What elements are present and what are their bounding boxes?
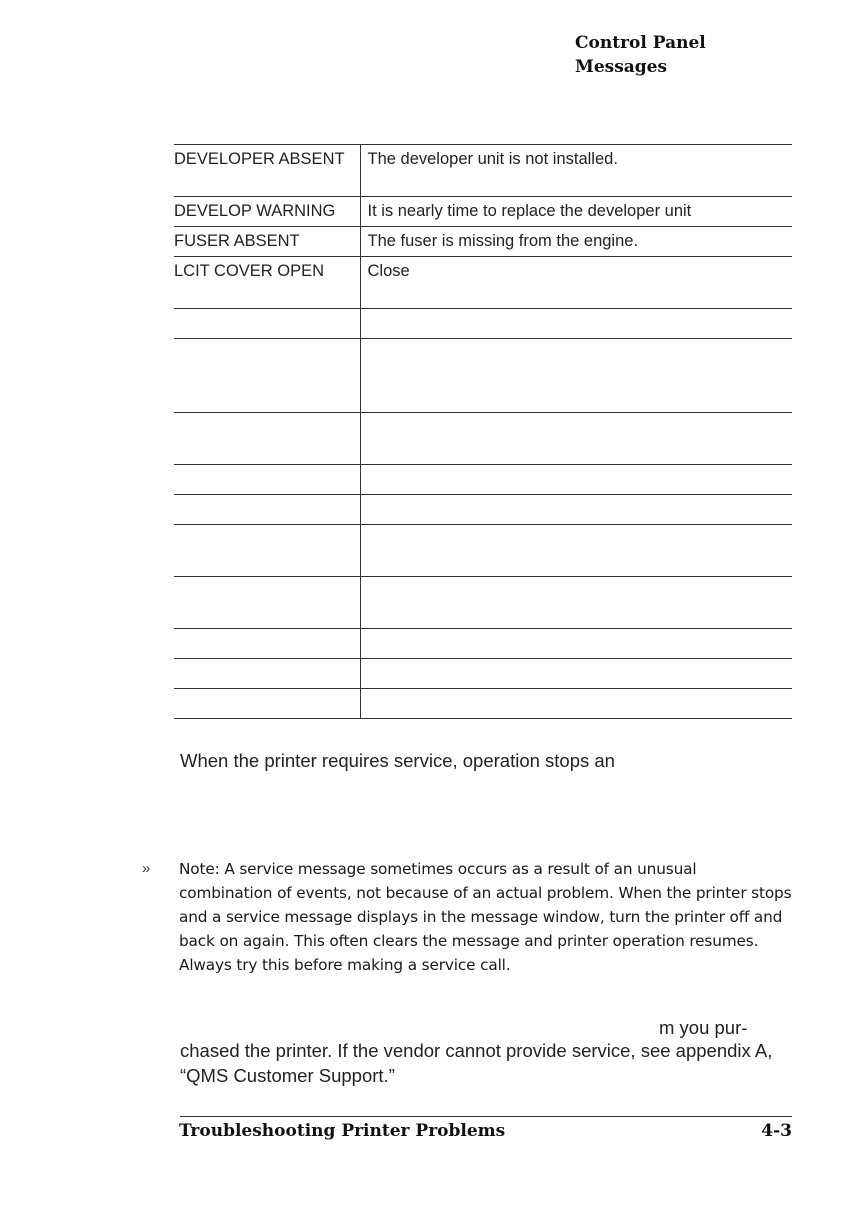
- description-cell: [360, 525, 792, 577]
- table-row: [174, 197, 792, 227]
- table-row: [174, 227, 792, 257]
- table-row: [174, 413, 792, 465]
- message-cell: [174, 659, 360, 689]
- message-cell: [174, 689, 360, 719]
- table-row: [174, 577, 792, 629]
- page-number: 4-3: [761, 1121, 792, 1141]
- service-paragraph: When the printer requires service, operation stops an: [180, 750, 615, 771]
- table-row: [174, 339, 792, 413]
- message-cell: [174, 629, 360, 659]
- description-cell: [360, 659, 792, 689]
- description-cell: The fuser is missing from the engine.: [360, 227, 792, 257]
- message-cell: [174, 413, 360, 465]
- table-row: [174, 465, 792, 495]
- description-cell: [360, 689, 792, 719]
- page-header: [575, 31, 835, 79]
- description-cell: [360, 309, 792, 339]
- table-row: [174, 525, 792, 577]
- description-cell: [360, 413, 792, 465]
- message-cell: [174, 339, 360, 413]
- message-cell: DEVELOP WARNING: [174, 202, 336, 220]
- message-table: [174, 144, 792, 719]
- footer-section-title: Troubleshooting Printer Problems: [179, 1121, 506, 1141]
- table-row: [174, 629, 792, 659]
- message-cell: LCIT COVER OPEN: [174, 262, 325, 280]
- table-row: [174, 689, 792, 719]
- table-row: [174, 495, 792, 525]
- message-cell: FUSER ABSENT: [174, 232, 300, 250]
- description-cell: [360, 495, 792, 525]
- description-cell: The developer unit is not installed.: [360, 145, 792, 197]
- note-paragraph: Note: A service message sometimes occurs as a result of an unusual combination of events, not because of an actual problem. When the printer stops and a service message displays in the message window, turn the printer off and back on again. This often clears the message and printer operation resumes. Always try this before making a service call.: [179, 860, 792, 974]
- description-cell: [360, 339, 792, 413]
- message-cell: [174, 495, 360, 525]
- footer-divider: [180, 1116, 792, 1117]
- table-row: [174, 145, 792, 197]
- description-cell: [360, 577, 792, 629]
- description-cell: Close: [360, 257, 792, 309]
- vendor-paragraph-fragment: m you pur-: [659, 1017, 748, 1038]
- message-cell: [174, 525, 360, 577]
- header-line-2: Messages: [575, 57, 668, 77]
- note-marker-icon: »: [142, 860, 151, 877]
- description-cell: It is nearly time to replace the developer unit: [360, 197, 792, 227]
- table-row: [174, 659, 792, 689]
- message-cell: [174, 577, 360, 629]
- message-cell: DEVELOPER ABSENT: [174, 150, 345, 168]
- header-line-1: Control Panel: [575, 33, 706, 53]
- table-row: [174, 309, 792, 339]
- message-cell: [174, 465, 360, 495]
- table-row: [174, 257, 792, 309]
- message-cell: [174, 309, 360, 339]
- vendor-paragraph: chased the printer. If the vendor cannot provide service, see appendix A, “QMS Customer Support.”: [180, 1040, 773, 1086]
- description-cell: [360, 465, 792, 495]
- description-cell: [360, 629, 792, 659]
